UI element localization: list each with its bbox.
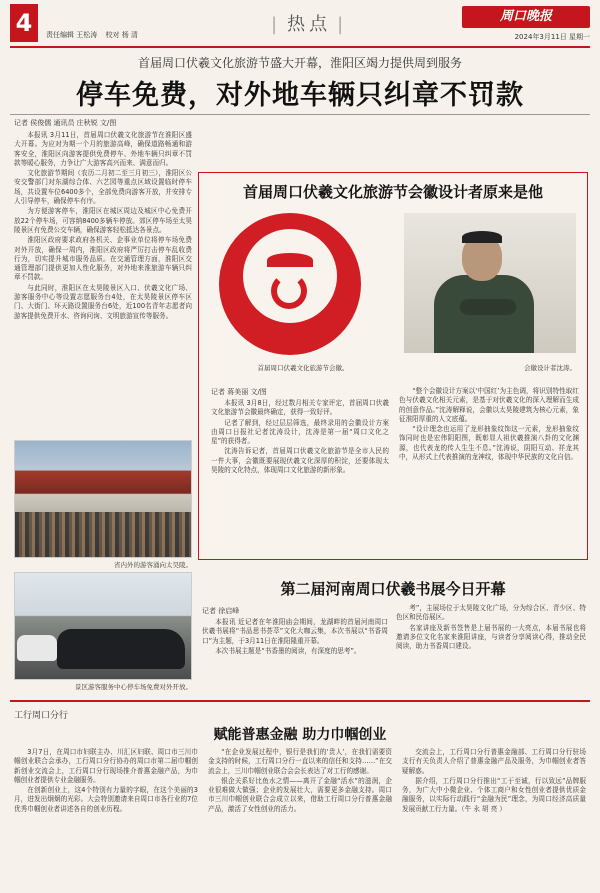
bottom-paragraph: 据介绍，工行周口分行推出“工于至诚，行以致远”品牌服务，为广大中小微企业、个体工商户和女性创业者提供优质金融服务，以实际行动践行“金融为民”理念，为周口经济高质量发展贡献工行力量。（牛 永 胡 亮 ） [402,776,586,813]
crowd [15,512,191,557]
bottom-title: 赋能普惠金融 助力巾帼创业 [213,727,387,743]
parking-lot-photo [14,572,192,680]
feature-column-1 [211,399,389,551]
lead-article [14,118,192,438]
bookfair-paragraph: 本次书展主题是“书香墨的阅读，有深度的思考”。 [215,646,361,655]
feature-column-2 [399,387,579,551]
feature-box [198,172,588,560]
logo-inner [243,229,337,323]
bottom-story [10,700,590,886]
bottom-paragraph: 银企关系好比鱼水之情——离开了金融“活水”的滋润，企业很难做大做强；企业的发展壮大，需要更多金融支持。周口市三川巾帼创业联合会成立以来，借助工行周口分行普惠金融产品，激活了女性创业的活力。 [208,776,392,813]
lead-paragraph: 与此同时，淮阳区在太昊陵景区入口、伏羲文化广场、游客服务中心等设置志愿服务台4处，在太昊陵景区停车区门、大街门、环天路设置服务台6处，近100名青年志愿者向游客提供免费开水、咨询问询、文明旅游宣传等服务。 [14,283,192,320]
lead-paragraph: 淮阳区政府要求政府各机关、企事业单位将停车场免费对外开放，确保一周内，淮阳区政府将严厉打击停车乱收费行为，切实提升城市服务品质。在交通管理方面，淮阳区交通管理部门提供更加人性化服务，对外地来淮旅游车辆只纠章不罚款。 [14,236,192,282]
feature-paragraph: 沈涛告诉记者，首届周口伏羲文化旅游节是全市人民的一件大事，会徽既要展现伏羲文化深厚的积淀，还要体现太昊陵的文化特点，体现周口文化旅游的新形象。 [211,447,389,475]
designer-caption: 会徽设计者沈涛。 [524,364,576,372]
bottom-paragraph: 在创新创业上，这4个特别有力量的字眼，在这个美丽的3月，进发出炯炯的光彩。大会特别邀请来自周口市各行业的7位优秀巾帼创业者讲述各自的创业历程。 [14,786,198,813]
bookfair-byline: 记者 徐启峰 [202,607,240,615]
bookfair-paragraph: 本报讯 近记者在年淮阳庙会期间，龙湖畔的首届河南周口伏羲书展将“书品思书荟萃”文化大咖云集，本次书展以“书香周口”为主题，于3月11日在淮阳隆重开幕。 [202,618,388,645]
bottom-paragraph: 交流会上，工行周口分行普惠金融部、工行周口分行驻场支行有关负责人介绍了普惠金融产品及服务，为巾帼创业者答疑解惑。 [402,748,586,775]
lead-kicker: 首届周口伏羲文化旅游节盛大开幕，淮阳区竭力提供周到服务 [137,56,462,70]
lead-rule [10,114,590,115]
lead-paragraph: 为方便游客停车，淮阳区在城区周边及城区中心免费开放22个停车场，可容纳8400多辆车停放。郊区停车场至太昊陵景区有免费公交车辆，确保游客轻松抵达各景点。 [14,207,192,234]
lead-headline: 停车免费，对外地车辆只纠章不罚款 [76,80,524,111]
designer-photo [404,213,576,353]
feature-paragraph: “整个会徽设计方案以‘中国红’为主色调，将识别特性取红色与伏羲文化相关元素，是基于对伏羲文化的深入理解而生成的创意作品。”沈涛解释说，会徽以太昊陵建筑为核心元素，象征淮阳厚重的人文底蕴。 [399,387,579,423]
feature-byline: 记者 蒋美丽 文/图 [211,388,267,396]
masthead [10,4,590,44]
festival-logo [211,213,389,361]
bookfair-paragraph: 考”，主展场位于太昊陵文化广场，分为综合区、青少区、特色区和民俗展区。 [396,604,586,622]
feature-paragraph: 记者了解到，经过层层筛选，最终录用的会徽设计方案由周口日报社记者沈涛设计，沈涛是第一届“周口文化之星”的获得者。 [211,418,389,446]
white-car [17,635,57,661]
logo-caption: 首届周口伏羲文化旅游节会徽。 [257,364,349,372]
bottom-tag: 工行周口分行 [14,711,69,721]
temple-roof-icon [267,253,313,267]
editor-credits [46,30,144,40]
bookfair-paragraph: 名家讲座及新书签售是上届书展的一大亮点，本届书展也将邀请多位文化名家来淮阳讲座，与读者分享阅读心得，推动全民阅读，助力书香周口建设。 [396,623,586,651]
black-car [57,629,185,669]
photo-caption: 景区游客服务中心停车场免费对外开放。 [75,683,192,691]
temple-crowd-photo [14,440,192,558]
editor: 责任编辑 王松涛 [46,31,98,39]
feature-title: 首届周口伏羲文化旅游节会徽设计者原来是他 [242,183,543,201]
bottom-paragraph: 3月7日，在周口市妇联主办、川汇区妇联、周口市三川巾帼创业联合会承办，工行周口分行协办的周口市第二届巾帼创新创业交流会上，工行周口分行现场推介普惠金融产品，为巾帼创业者提供专业金融服务。 [14,748,198,784]
lead-byline: 记者 侯俊儒 通讯员 庄秋锐 文/图 [14,119,117,127]
dragon-swirl-icon [271,273,307,309]
page-number: 4 [10,4,38,42]
newspaper-brand: 周口晚报 [462,6,590,28]
feature-paragraph: “设计理念也运用了龙形抽象纹饰这一元素，龙形抽象纹饰同时也是宏伟阴阳图，既彰显人祖伏羲推演八卦的文化渊源，也代表龙的传人生生不息。”沈涛说，阴阳互动、祥龙其中，从形式上代表推演的龙神纹，体现中华民族的文化自信。 [399,425,579,462]
lead-body [14,131,192,321]
lead-paragraph: 本报讯 3月11日，首届周口伏羲文化旅游节在淮阳区盛大开幕。为应对为期一个月的旅游高峰，确保道路畅通和游客安全，淮阳区向游客提供免费停车、外地车辆只纠章不罚款等暖心服务，力争让广大游客高兴而来、满意而归。 [14,131,192,167]
lead-paragraph: 文化旅游节期间（农历二月初二至三月初三），淮阳区公安交警部门对东湖综合体、六艺园等重点区域设置临时停车场，共设置车位6400多个，全部免费向游客开放，并安排专人引导停车，确保停车有序。 [14,169,192,206]
bookfair-column-1 [202,618,388,694]
bottom-column-3 [402,748,586,882]
feature-paragraph: 本报讯 3月8日，经过数月相关专家评定，首届周口伏羲文化旅游节会徽最终确定，获得一致好评。 [211,399,389,417]
bookfair-column-2 [396,604,586,694]
bottom-column-2 [208,748,392,882]
proofreader: 校对 杨 清 [105,31,138,39]
logo-circle [219,213,361,355]
bottom-paragraph: “在企业发展过程中，银行是我们的‘贵人’，在我们需要资金支持的时候，工行周口分行一直以来的信任和支持……”在交流会上，三川巾帼创业联合会会长表达了对工行的感谢。 [208,748,392,775]
bookfair-title: 第二届河南周口伏羲书展今日开幕 [280,580,506,598]
bottom-column-1 [14,748,198,882]
photo-caption: 省内外的游客涌向太昊陵。 [114,561,192,569]
masthead-rule [10,46,590,48]
section-name: | 热点 | [265,10,353,36]
publication-date: 2024年3月11日 星期一 [514,33,590,41]
designer-arm [460,299,516,315]
designer-hair [462,231,502,243]
